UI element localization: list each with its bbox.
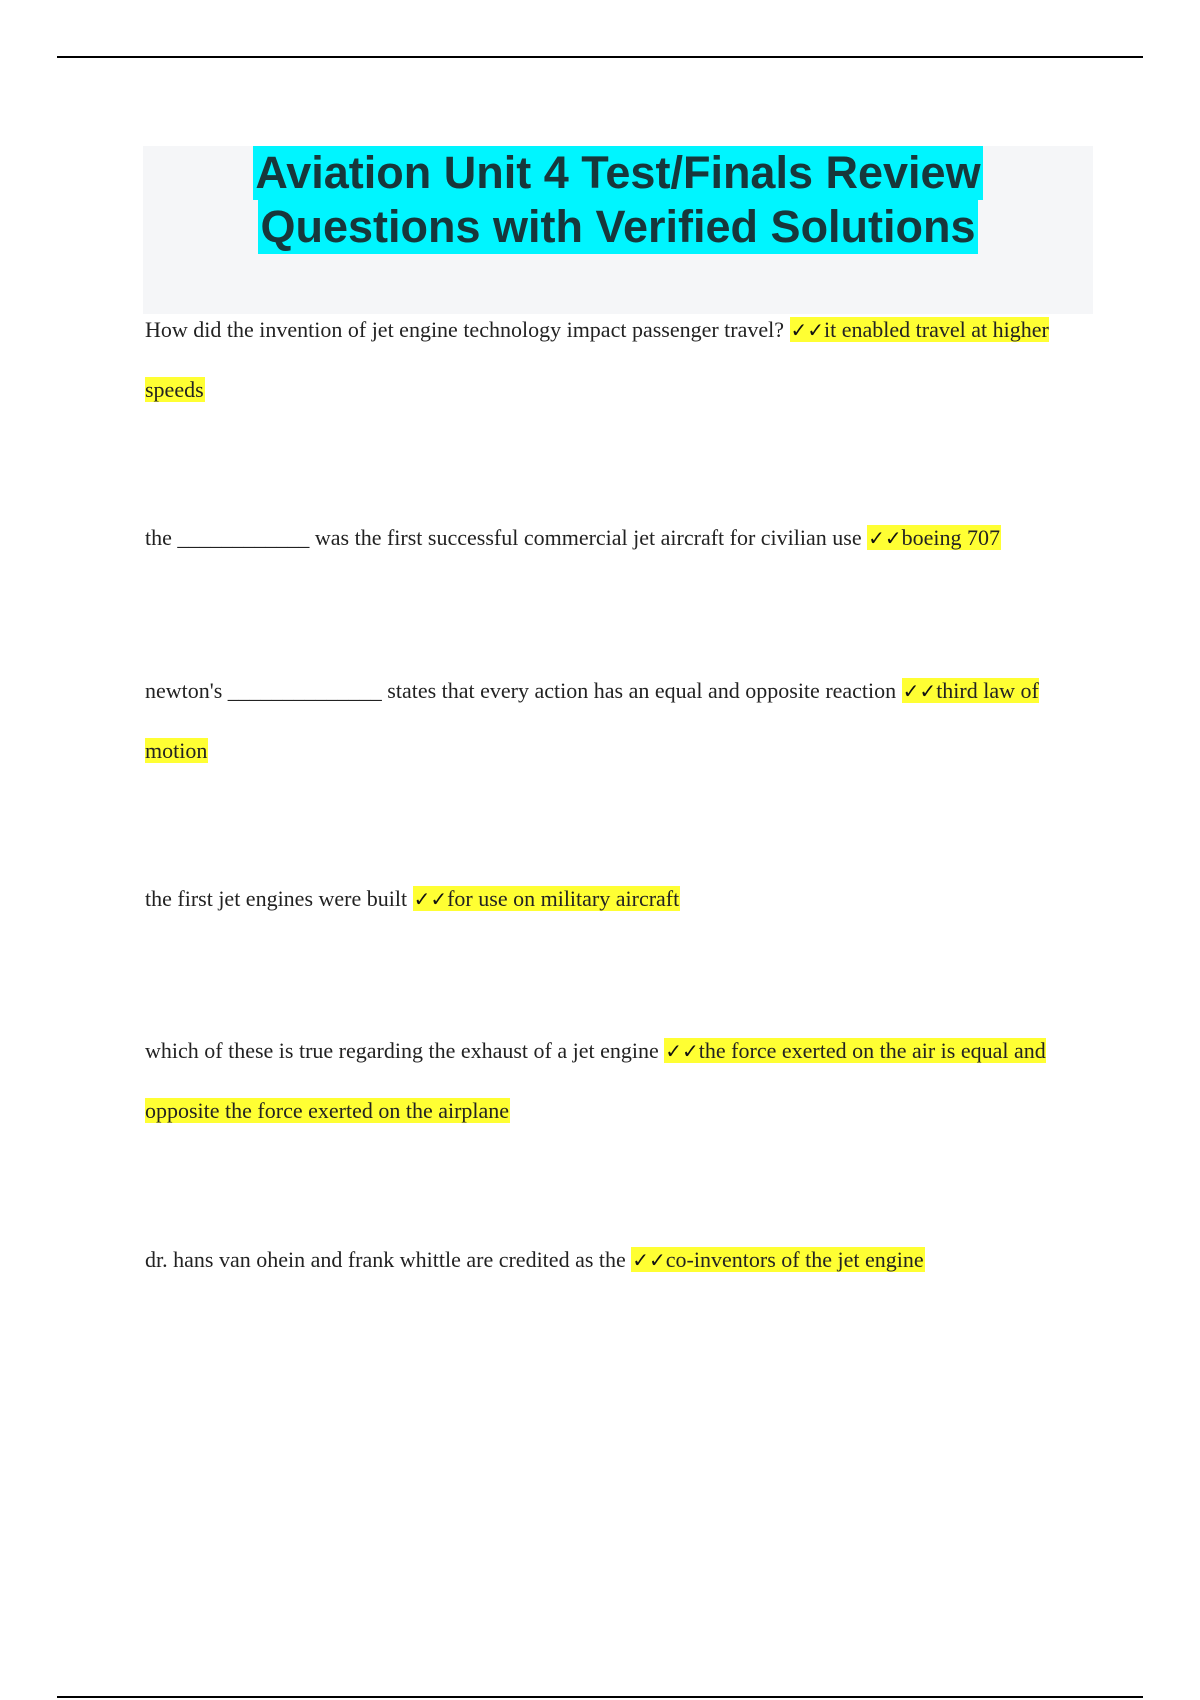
answer-text: the force exerted on the air is equal and opposite the force exerted on the airplane <box>145 1038 1046 1123</box>
question-text: How did the invention of jet engine technology impact passenger travel? <box>145 317 785 342</box>
answer-text: it enabled travel at higher speeds <box>145 317 1049 402</box>
double-check-icon: ✓✓ <box>665 1039 699 1063</box>
document-title-line-1: Aviation Unit 4 Test/Finals Review <box>255 147 981 198</box>
title-block <box>143 146 1093 314</box>
answer-highlight <box>631 1247 924 1272</box>
double-check-icon: ✓✓ <box>790 318 825 342</box>
qa-item-1 <box>145 300 1095 420</box>
answer-highlight <box>867 525 1001 550</box>
bottom-rule <box>57 1696 1143 1698</box>
question-text: which of these is true regarding the exhaust of a jet engine <box>145 1038 659 1063</box>
qa-item-5 <box>145 1021 1095 1141</box>
qa-item-6 <box>145 1230 1095 1290</box>
double-check-icon: ✓✓ <box>902 679 937 703</box>
qa-item-3 <box>145 661 1095 781</box>
answer-text: boeing 707 <box>901 525 1001 550</box>
answer-highlight <box>413 886 681 911</box>
question-text: newton's ______________ states that every action has an equal and opposite reaction <box>145 678 897 703</box>
double-check-icon: ✓✓ <box>413 887 448 911</box>
double-check-icon: ✓✓ <box>868 526 902 550</box>
question-text: the first jet engines were built <box>145 886 408 911</box>
answer-text: co-inventors of the jet engine <box>665 1247 924 1272</box>
qa-item-4 <box>145 869 1095 929</box>
document-title-line-2: Questions with Verified Solutions <box>260 201 976 252</box>
qa-item-2 <box>145 508 1095 568</box>
question-text: the ____________ was the first successful commercial jet aircraft for civilian use <box>145 525 862 550</box>
question-text: dr. hans van ohein and frank whittle are credited as the <box>145 1247 626 1272</box>
double-check-icon: ✓✓ <box>632 1248 666 1272</box>
answer-text: for use on military aircraft <box>447 886 680 911</box>
top-rule <box>57 56 1143 58</box>
answer-text: third law of motion <box>145 678 1039 763</box>
